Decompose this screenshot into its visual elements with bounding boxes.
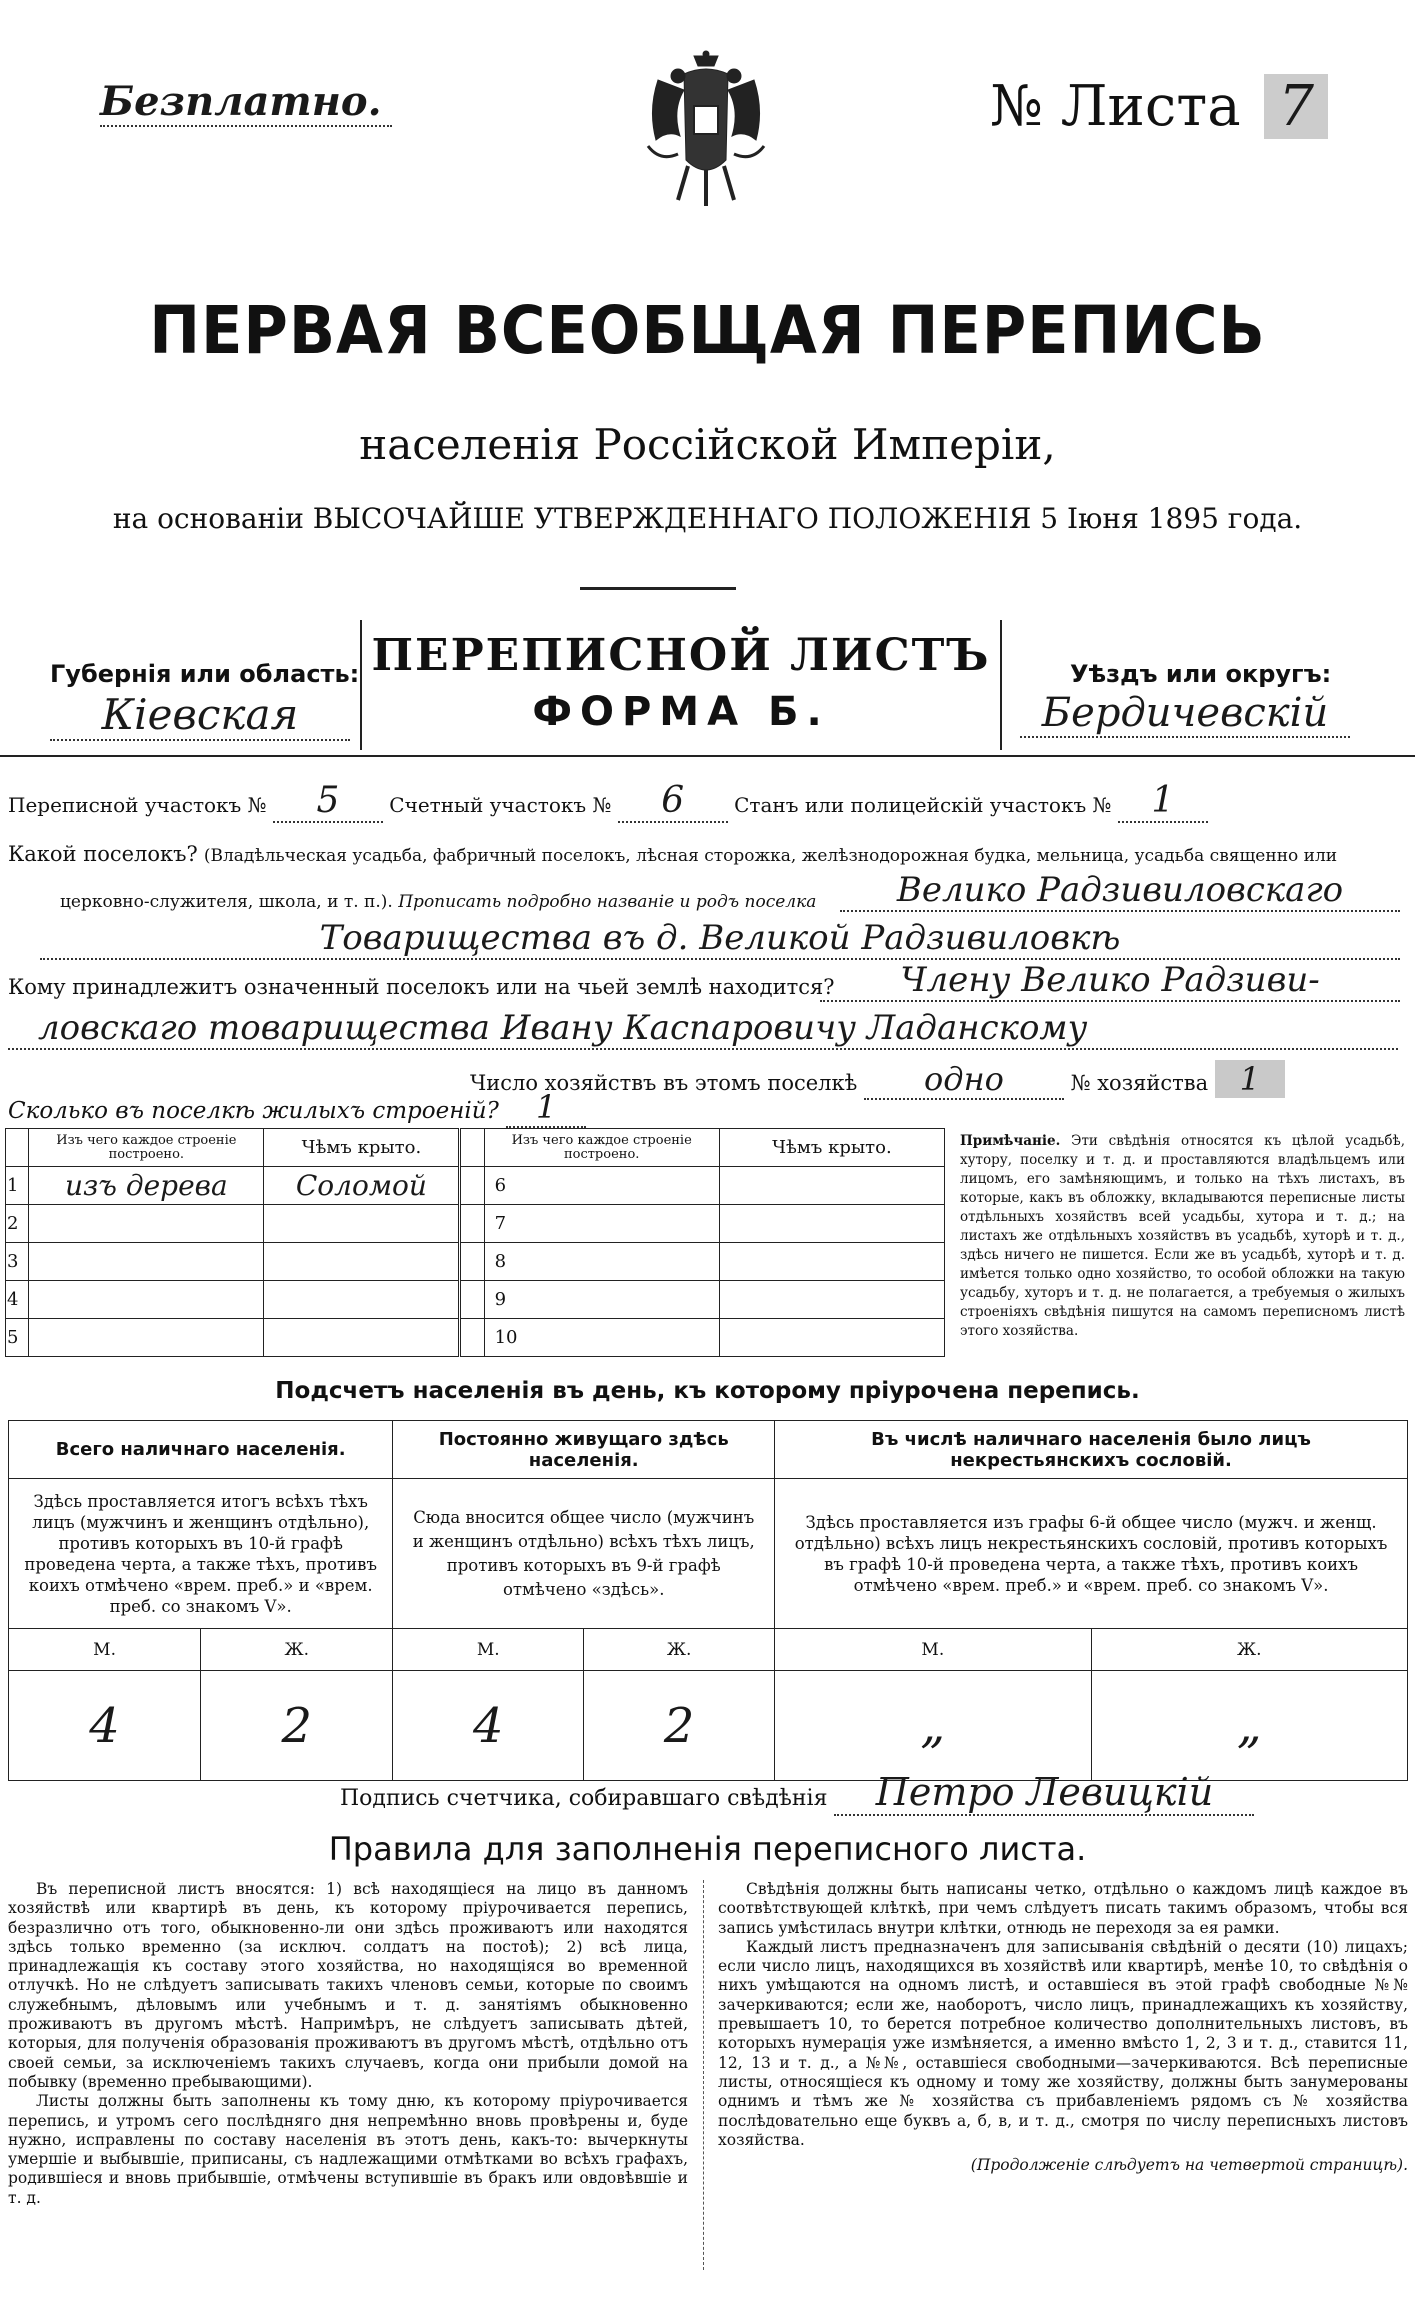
rule-paragraph: Въ переписной листъ вносятся: 1) всѣ находящіеся на лицо въ данномъ хозяйствѣ или квартирѣ въ день, къ которому пріурочивается перепись, безразлично отъ того, обыкновенно-ли они здѣсь проживаютъ или находятся здѣсь только временно (за исключ. солдатъ на постоѣ); 2) всѣ лица, принадлежащія къ составу этого хозяйства, но находящіяся во временной отлучкѣ. Но не слѣдуетъ записывать такихъ членовъ семьи, которые по своимъ служебнымъ, дѣловымъ или учебнымъ и т. д. занятіямъ обыкновенно проживаютъ въ другомъ мѣстѣ. Напримѣръ, не слѣдуетъ записывать дѣтей, которыя, для полученія образованія проживаютъ въ другомъ мѣстѣ, отдѣльно отъ своей семьи, за исключеніемъ такихъ случаевъ, когда они прибыли домой на побывку (временно пребывающими). bbox=[8, 1880, 688, 2091]
form-type: ФОРМА Б. bbox=[532, 689, 830, 735]
census-area-row: Переписной участокъ № 5 Счетный участокъ № 6 Станъ или полицейскій участокъ № 1 bbox=[8, 780, 1208, 823]
rules-heading: Правила для заполненія переписного листа. bbox=[328, 1830, 1087, 1868]
population-heading: Подсчетъ населенія въ день, къ которому пріурочена перепись. bbox=[275, 1378, 1140, 1404]
rule-paragraph: Каждый листъ предназначенъ для записыванія свѣдѣній о десяти (10) лицахъ; если число лицъ, находящихся въ хозяйствѣ или квартирѣ, менѣе 10, то свѣдѣнія о нихъ умѣщаются на одномъ листѣ, и оставшіеся въ этой графѣ свободные №№ зачеркиваются; если же, наоборотъ, число лицъ, принадлежащихъ къ хозяйству, превышаетъ 10, то берется потребное количество дополнительныхъ листовъ, въ которыхъ нумерація уже измѣняется, а именно вмѣсто 1, 2, 3 и т. д., ставится 11, 12, 13 и т. д., а №№, оставшіеся свободными—зачеркиваются. Всѣ переписные листы, относящіеся къ одному и тому же хозяйству, должны быть занумерованы однимъ и тѣмъ же № хозяйства съ прибавленіемъ рядомъ съ № хозяйства послѣдовательно еще буквъ а, б, в, и т. д., смотря по числу переписныхъ листовъ хозяйства. bbox=[718, 1937, 1408, 2149]
rules-right-column bbox=[718, 1880, 1408, 2175]
col-nonpeasant-title: Въ числѣ наличнаго населенія было лицъ некрестьянскихъ сословій. bbox=[775, 1421, 1408, 1479]
col-roof-header-2: Чѣмъ крыто. bbox=[719, 1129, 944, 1167]
col-material-header: Изъ чего каждое строеніе построено. bbox=[29, 1129, 264, 1167]
census-area-value: 5 bbox=[273, 780, 383, 823]
table-row: 3 8 bbox=[6, 1243, 945, 1281]
rule-paragraph: Листы должны быть заполнены къ тому дню, къ которому пріурочивается перепись, и утромъ сего послѣдняго дня непремѣнно вновь провѣрены и, буде нужно, исправлены по составу населенія въ этотъ день, какъ-то: вычеркнуты умершіе и выбывшіе, приписаны, съ надлежащими отмѣтками во всѣхъ графахъ, родившіеся и вновь прибывшіе, отмѣчены вступившіе въ бракъ или овдовѣвшіе и т. д. bbox=[8, 2092, 688, 2207]
form-heading-box bbox=[360, 620, 1002, 750]
owner-value-2: ловскаго товарищества Ивану Каспаровичу Ладанскому bbox=[8, 1008, 1398, 1050]
stan-value: 1 bbox=[1118, 780, 1208, 823]
legal-basis: на основаніи ВЫСОЧАЙШЕ УТВЕРЖДЕННАГО ПОЛОЖЕНІЯ 5 Іюня 1895 года. bbox=[112, 502, 1303, 535]
col-roof-header: Чѣмъ крыто. bbox=[264, 1129, 460, 1167]
settlement-value-1: Велико Радзивиловскаго bbox=[840, 870, 1400, 912]
gubernia-value: Кіевская bbox=[50, 690, 350, 741]
sheet-number-label: № Листа 7 bbox=[990, 74, 1328, 139]
section-rule bbox=[0, 755, 1415, 757]
total-male-value: 4 bbox=[9, 1671, 201, 1781]
table-row: 1 изъ дерева Соломой 6 bbox=[6, 1167, 945, 1205]
f-label: Ж. bbox=[584, 1629, 775, 1671]
continued-note: (Продолженіе слѣдуетъ на четвертой страницѣ). bbox=[970, 2156, 1408, 2175]
nonpeasant-female-value: „ bbox=[1091, 1671, 1407, 1781]
signature-value: Петро Левицкій bbox=[834, 1770, 1254, 1816]
free-label: Безплатно. bbox=[100, 78, 392, 127]
buildings-value: 1 bbox=[506, 1088, 586, 1128]
population-table bbox=[8, 1420, 1408, 1781]
page-title: ПЕРВАЯ ВСЕОБЩАЯ ПЕРЕПИСЬ bbox=[149, 292, 1266, 369]
gubernia-label: Губернія или область: bbox=[50, 660, 360, 688]
col-material-header-2: Изъ чего каждое строеніе построено. bbox=[484, 1129, 719, 1167]
m-label: М. bbox=[775, 1629, 1091, 1671]
rule-paragraph: Свѣдѣнія должны быть написаны четко, отдѣльно о каждомъ лицѣ каждое въ соотвѣтствующей клѣткѣ, при чемъ слѣдуетъ писать такимъ образомъ, чтобы вся запись умѣстилась внутри клѣтки, отнюдь не переходя за ея рамки. bbox=[718, 1880, 1408, 1937]
households-row: Число хозяйствъ въ этомъ поселкѣ одно № хозяйства 1 bbox=[470, 1060, 1285, 1100]
counting-area-value: 6 bbox=[618, 780, 728, 823]
m-label: М. bbox=[9, 1629, 201, 1671]
m-label: М. bbox=[393, 1629, 584, 1671]
table-row: 2 7 bbox=[6, 1205, 945, 1243]
f-label: Ж. bbox=[1091, 1629, 1407, 1671]
rules-left-column bbox=[8, 1880, 688, 2208]
uezd-value: Бердичевскій bbox=[1020, 690, 1350, 738]
owner-label: Кому принадлежитъ означенный поселокъ или на чьей землѣ находится? bbox=[8, 975, 835, 999]
col-permanent-title: Постоянно живущаго здѣсь населенія. bbox=[393, 1421, 775, 1479]
household-number-value: 1 bbox=[1215, 1060, 1285, 1098]
buildings-note: Примѣчаніе. Эти свѣдѣнія относятся къ цѣлой усадьбѣ, хутору, поселку и т. д. и проставляются владѣльцемъ или лицомъ, его замѣняющимъ, и только на тѣхъ листахъ, въ которые, какъ въ обложку, вкладываются переписные листы отдѣльныхъ хозяйствъ всей усадьбы, хутора и т. д.; на листахъ же отдѣльныхъ хозяйствъ въ усадьбѣ, хуторѣ и т. д., здѣсь ничего не пишется. Если же въ усадьбѣ, хуторѣ и т. д. имѣется только одно хозяйство, то особой обложки на такую усадьбу, хуторъ и т. д. не полагается, а требуемыя о жилыхъ строеніяхъ свѣдѣнія пишутся на самомъ переписномъ листѣ этого хозяйства. bbox=[960, 1133, 1405, 1339]
column-divider bbox=[703, 1880, 704, 2270]
permanent-female-value: 2 bbox=[584, 1671, 775, 1781]
col-total-desc: Здѣсь проставляется итогъ всѣхъ тѣхъ лицъ (мужчинъ и женщинъ отдѣльно), противъ которыхъ въ 10-й графѣ проведена черта, а также тѣхъ, противъ коихъ отмѣчено «врем. преб.» и «врем. преб. со знакомъ V». bbox=[9, 1479, 393, 1629]
buildings-table bbox=[5, 1128, 945, 1357]
table-row: 5 10 bbox=[6, 1319, 945, 1357]
settlement-hint-row: церковно-служителя, школа, и т. п.). Прописать подробно названіе и родъ поселка bbox=[60, 892, 817, 912]
owner-value-1: Члену Велико Радзиви- bbox=[820, 960, 1400, 1002]
signature-row: Подпись счетчика, собиравшаго свѣдѣнія Петро Левицкій bbox=[340, 1770, 1254, 1816]
uezd-label: Уѣздъ или округъ: bbox=[1070, 660, 1332, 688]
buildings-row: Сколько въ поселкѣ жилыхъ строеній? 1 bbox=[8, 1088, 586, 1128]
settlement-row: Какой поселокъ? (Владѣльческая усадьба, фабричный поселокъ, лѣсная сторожка, желѣзнодорожная будка, мельница, усадьба священно или bbox=[8, 842, 1338, 866]
permanent-male-value: 4 bbox=[393, 1671, 584, 1781]
nonpeasant-male-value: „ bbox=[775, 1671, 1091, 1781]
settlement-value-2: Товарищества въ д. Великой Радзивиловкѣ bbox=[40, 918, 1400, 960]
households-value: одно bbox=[864, 1060, 1064, 1100]
f-label: Ж. bbox=[201, 1629, 393, 1671]
col-permanent-desc: Сюда вносится общее число (мужчинъ и женщинъ отдѣльно) всѣхъ тѣхъ лицъ, противъ которыхъ въ 9-й графѣ отмѣчено «здѣсь». bbox=[393, 1479, 775, 1629]
sheet-number-value: 7 bbox=[1264, 74, 1328, 139]
page-subtitle: населенія Россійской Имперіи, bbox=[359, 420, 1056, 469]
col-nonpeasant-desc: Здѣсь проставляется изъ графы 6-й общее число (мужч. и женщ. отдѣльно) всѣхъ лицъ некрестьянскихъ сословій, противъ которыхъ въ графѣ 10-й проведена черта, а также тѣхъ, противъ коихъ отмѣчено «врем. преб.» и «врем. преб. со знакомъ V». bbox=[775, 1479, 1408, 1629]
col-total-title: Всего наличнаго населенія. bbox=[9, 1421, 393, 1479]
divider bbox=[580, 587, 736, 590]
total-female-value: 2 bbox=[201, 1671, 393, 1781]
double-headed-eagle-icon bbox=[638, 50, 774, 210]
table-row: 4 9 bbox=[6, 1281, 945, 1319]
form-heading: ПЕРЕПИСНОЙ ЛИСТЪ bbox=[371, 630, 991, 681]
